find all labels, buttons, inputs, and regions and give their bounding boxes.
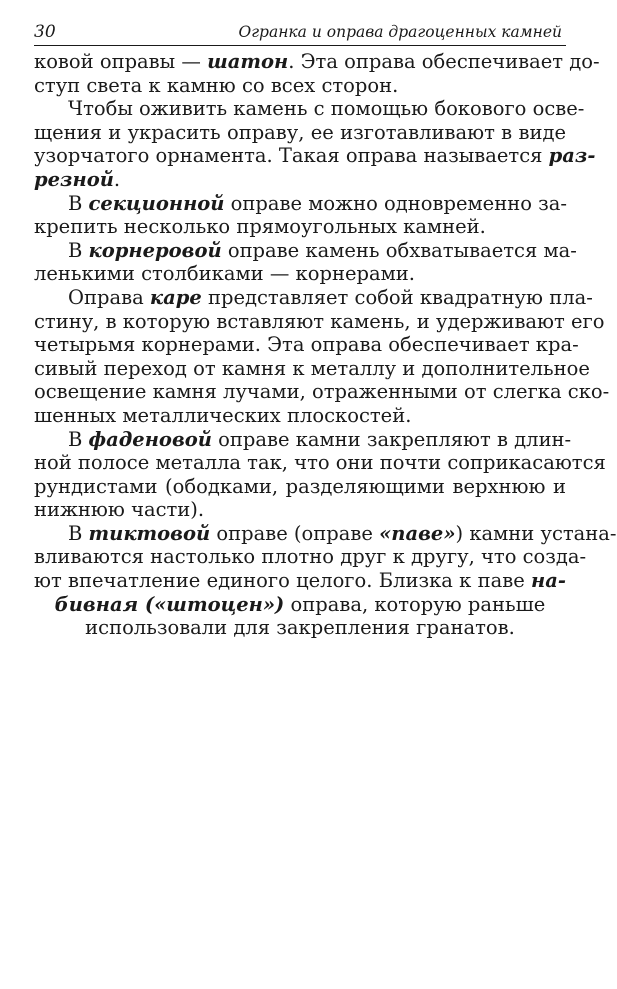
text-segment: ) камни устана- [455,521,617,545]
emphasized-term: тиктовой [88,521,211,545]
text-line [34,97,585,121]
text-line [34,192,566,216]
text-segment: В [68,191,89,215]
text-line [34,74,566,98]
page-number: 30 [34,22,56,42]
text-line [34,380,610,404]
text-line [34,451,606,475]
emphasized-term: на- [531,569,566,593]
text-segment: В [68,521,89,545]
text-line [34,238,577,263]
emphasized-term: бивная («штоцен») [54,592,285,616]
emphasized-term: раз- [548,144,596,168]
text-segment: Чтобы оживить камень с помощью бокового осве- [68,97,585,121]
text-segment: вливаются настолько плотно друг к другу, что созда- [34,545,587,569]
text-line [34,427,572,452]
text-segment: узорчатого орнамента. Такая оправа называется [34,144,549,168]
emphasized-term: «паве» [379,521,456,545]
text-line [34,521,617,546]
text-line [34,285,593,310]
text-line [34,545,587,569]
text-line [34,215,566,239]
text-line [34,309,605,334]
text-line [34,475,566,499]
running-head [34,22,566,46]
text-line [34,356,590,381]
text-segment: использовали для закрепления гранатов. [85,616,515,640]
text-segment: ковой оправы — [34,50,208,73]
text-segment: ступ света к камню со всех сторон. [34,73,399,97]
text-segment: нижнюю части). [34,498,205,522]
emphasized-term: секционной [88,191,225,215]
text-line [34,144,596,168]
text-segment: оправа, которую раньше [284,592,546,616]
text-line [34,333,579,357]
emphasized-term: шатон [207,50,289,73]
text-segment: Оправа [68,285,150,309]
emphasized-term: каре [149,285,202,309]
text-segment: стину, в которую вставляют камень, и удерживают его [34,309,605,333]
running-title: Огранка и оправа драгоценных камней [238,23,562,41]
text-segment: крепить несколько прямоугольных камней. [34,215,486,239]
text-segment: шенных металлических плоскостей. [34,403,412,427]
text-segment: освещение камня лучами, отраженными от слегка ско- [34,380,610,404]
text-segment: оправе камень обхватывается ма- [221,238,577,262]
text-segment: В [68,427,89,451]
text-line [34,262,566,286]
text-line [34,121,566,145]
emphasized-term: резной [34,167,114,191]
text-segment: ной полосе металла так, что они почти соприкасаются [34,451,606,475]
text-segment: оправе (оправе [210,521,380,545]
text-line [34,50,600,74]
text-segment: . [113,167,121,191]
text-line [34,498,566,522]
text-segment: ют впечатление единого целого. Близка к паве [34,569,532,593]
emphasized-term: корнеровой [88,238,222,262]
text-line [34,404,566,428]
text-segment: четырьмя корнерами. Эта оправа обеспечивает кра- [34,333,579,357]
text-line [34,569,566,593]
text-segment: оправе можно одновременно за- [224,191,568,215]
text-line [34,593,566,617]
text-segment: представляет собой квадратную пла- [201,285,593,309]
book-page [34,22,617,640]
text-segment: рундистами (ободками, разделяющими верхнюю и [34,474,566,498]
text-line [34,616,566,640]
emphasized-term: фаденовой [88,427,212,451]
text-segment: ленькими столбиками — корнерами. [34,262,415,286]
body-text [34,50,617,640]
text-segment: оправе камни закрепляют в длин- [211,427,572,451]
text-segment: сивый переход от камня к металлу и дополнительное [34,356,590,380]
text-segment: щения и украсить оправу, ее изготавливают в виде [34,120,566,144]
text-line [34,168,566,192]
text-segment: . Эта оправа обеспечивает до- [288,50,600,73]
text-segment: В [68,238,89,262]
